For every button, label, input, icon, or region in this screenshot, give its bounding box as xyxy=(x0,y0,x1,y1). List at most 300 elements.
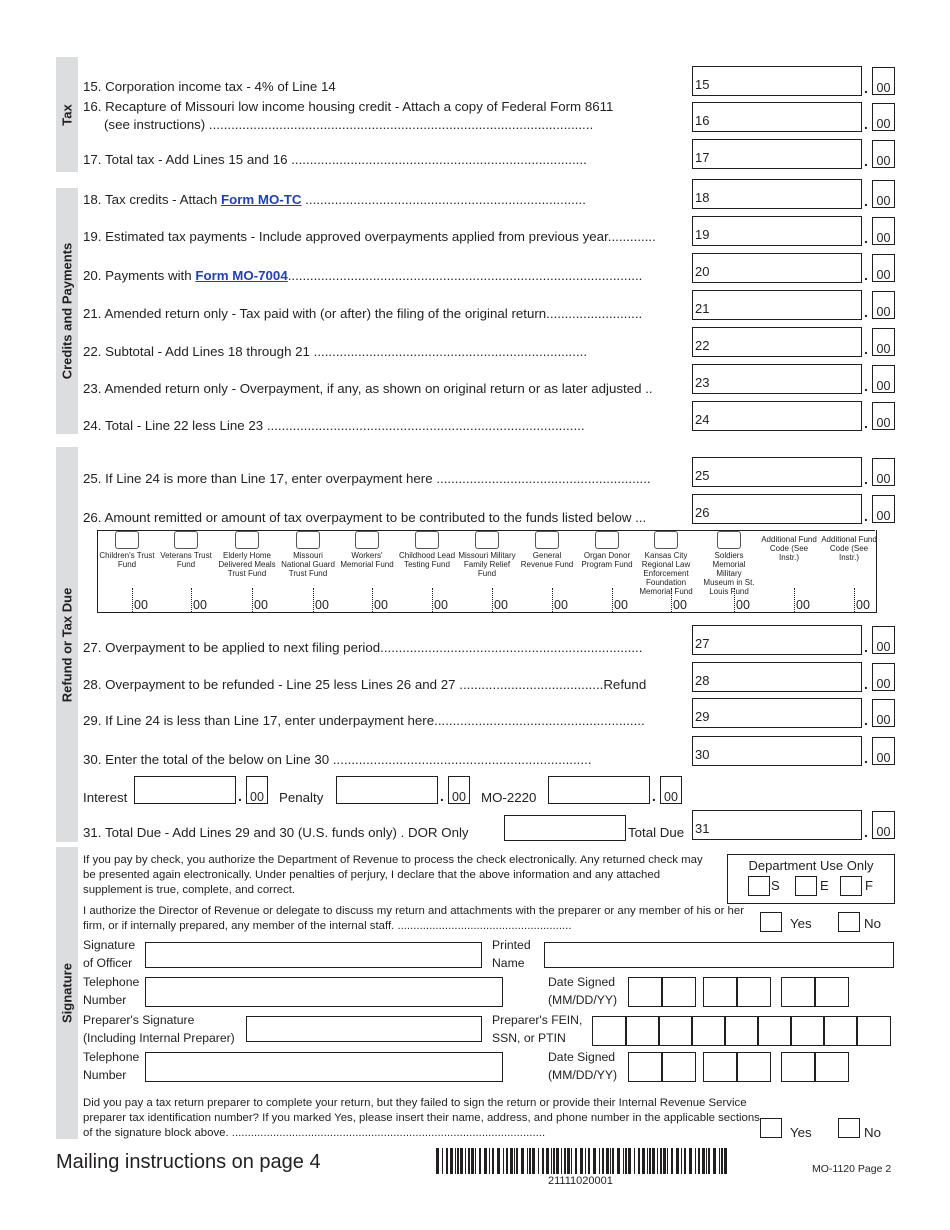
barcode-bar xyxy=(457,1148,459,1174)
fund-cents: 00 xyxy=(796,598,810,612)
barcode-bar xyxy=(713,1148,716,1174)
fund-amount-field[interactable] xyxy=(372,588,373,612)
fund-column xyxy=(398,531,456,569)
cents-field[interactable]: 00 xyxy=(872,811,895,839)
preparer-fein-digit-box[interactable] xyxy=(658,1016,693,1046)
section-signature-label: Signature xyxy=(59,963,75,1023)
preparer-fein-digit-box[interactable] xyxy=(625,1016,660,1046)
fund-cents: 00 xyxy=(736,598,750,612)
preparer-signature-label-1: Preparer's Signature xyxy=(83,1013,195,1027)
fund-cents: 00 xyxy=(554,598,568,612)
amount-field[interactable] xyxy=(692,290,862,320)
fund-name: General Revenue Fund xyxy=(520,551,574,569)
line-26: 26. Amount remitted or amount of tax overpayment to be contributed to the funds listed below ... xyxy=(83,510,647,525)
line-21: 21. Amended return only - Tax paid with (or after) the filing of the original return.......................... xyxy=(83,306,643,321)
decimal-point: . xyxy=(864,639,868,655)
barcode-bar xyxy=(514,1148,515,1174)
preparer-telephone-field[interactable] xyxy=(145,1052,503,1082)
penalty-field[interactable] xyxy=(336,776,438,804)
amount-field[interactable] xyxy=(692,102,862,132)
fund-amount-field[interactable] xyxy=(794,588,795,612)
fund-amount-field[interactable] xyxy=(854,588,855,612)
cents-field[interactable]: 00 xyxy=(872,663,895,691)
barcode-bar xyxy=(708,1148,710,1174)
barcode-bar xyxy=(706,1148,707,1174)
amount-field[interactable] xyxy=(692,139,862,169)
barcode-bar xyxy=(684,1148,686,1174)
form-mo-7004-link[interactable]: Form MO-7004 xyxy=(195,268,288,283)
section-credits-label: Credits and Payments xyxy=(59,242,75,380)
barcode-bar xyxy=(610,1148,611,1174)
preparer-fein-digit-box[interactable] xyxy=(757,1016,792,1046)
barcode-bar xyxy=(642,1148,645,1174)
cents-field[interactable]: 00 xyxy=(872,254,895,282)
line-31: 31. Total Due - Add Lines 29 and 30 (U.S. funds only) . DOR Only xyxy=(83,825,469,840)
preparer-signature-field[interactable] xyxy=(246,1016,482,1042)
cents-field[interactable]: 00 xyxy=(872,626,895,654)
amount-field[interactable] xyxy=(692,327,862,357)
dept-e-label: E xyxy=(820,878,829,893)
amount-field[interactable] xyxy=(692,662,862,692)
preparer-telephone-label-2: Number xyxy=(83,1068,127,1082)
line-18-text: 18. Tax credits - Attach xyxy=(83,192,221,207)
mailing-instructions: Mailing instructions on page 4 xyxy=(56,1151,321,1173)
decimal-point: . xyxy=(864,230,868,246)
barcode-bar xyxy=(606,1148,609,1174)
preparer-no-checkbox[interactable] xyxy=(838,1118,860,1138)
fund-name: Additional Fund Code (See Instr.) xyxy=(821,535,877,562)
fund-amount-field[interactable] xyxy=(671,588,672,612)
fund-name: Missouri National Guard Trust Fund xyxy=(281,551,335,578)
printed-name-label-1: Printed xyxy=(492,938,531,952)
decimal-point: . xyxy=(864,378,868,394)
hands-icon xyxy=(115,531,139,549)
barcode-bar xyxy=(527,1148,528,1174)
barcode-icon xyxy=(436,1148,728,1174)
preparer-fein-digit-box[interactable] xyxy=(592,1016,627,1046)
fund-cents: 00 xyxy=(315,598,329,612)
section-refund-label: Refund or Tax Due xyxy=(59,587,75,702)
barcode-bar xyxy=(612,1148,614,1174)
amount-field[interactable] xyxy=(692,457,862,487)
soldier-icon xyxy=(296,531,320,549)
memorial-icon xyxy=(717,531,741,549)
date-signed-label-1: Date Signed xyxy=(548,975,616,989)
line-number: 31 xyxy=(695,821,710,836)
fund-name: Soldiers Memorial Military Museum in St. Louis Fund xyxy=(703,551,755,596)
fund-cents: 00 xyxy=(494,598,508,612)
barcode-bar xyxy=(580,1148,583,1174)
barcode-bar xyxy=(546,1148,549,1174)
fund-column xyxy=(518,531,576,569)
amount-field[interactable] xyxy=(692,736,862,766)
amount-field[interactable] xyxy=(692,253,862,283)
section-credits xyxy=(56,188,78,434)
barcode-bar xyxy=(503,1148,504,1174)
barcode-bar xyxy=(468,1148,470,1174)
line-16-cont: (see instructions) ........................................................................................................ xyxy=(104,117,594,132)
barcode-bar xyxy=(719,1148,720,1174)
line-number: 28 xyxy=(695,673,710,688)
cents-field[interactable]: 00 xyxy=(872,291,895,319)
dor-only-field[interactable] xyxy=(504,815,626,841)
barcode-bar xyxy=(455,1148,456,1174)
cents-field[interactable]: 00 xyxy=(872,699,895,727)
decimal-point: . xyxy=(864,304,868,320)
preparer-fein-label-1: Preparer's FEIN, xyxy=(492,1013,583,1027)
decimal-point: . xyxy=(864,153,868,169)
fund-cents: 00 xyxy=(193,598,207,612)
barcode-bar xyxy=(657,1148,658,1174)
fund-cents: 00 xyxy=(374,598,388,612)
barcode-bar xyxy=(561,1148,562,1174)
fund-name: Veterans Trust Fund xyxy=(160,551,212,569)
line-number: 16 xyxy=(695,113,710,128)
barcode-bar xyxy=(652,1148,655,1174)
fund-name: Childhood Lead Testing Fund xyxy=(398,551,456,569)
line-number: 24 xyxy=(695,412,710,427)
line-number: 22 xyxy=(695,338,710,353)
preparer-date-signed-label-2: (MM/DD/YY) xyxy=(548,1068,618,1082)
barcode-bar xyxy=(721,1148,723,1174)
barcode-bar xyxy=(542,1148,544,1174)
barcode-bar xyxy=(698,1148,700,1174)
barcode-bar xyxy=(567,1148,570,1174)
barcode-bar xyxy=(617,1148,620,1174)
officer-date-digit-box[interactable] xyxy=(628,977,663,1007)
fund-column xyxy=(700,531,758,596)
amount-field[interactable] xyxy=(692,364,862,394)
authorize-yes-checkbox[interactable] xyxy=(760,912,782,932)
fund-name: Kansas City Regional Law Enforcement Foundation Memorial Fund xyxy=(639,551,693,596)
barcode-bar xyxy=(667,1148,668,1174)
amount-field[interactable] xyxy=(692,216,862,246)
decimal-point: . xyxy=(864,116,868,132)
dept-s-label: S xyxy=(771,878,780,893)
preparer-signature-label-2: (Including Internal Preparer) xyxy=(83,1031,235,1045)
barcode-bar xyxy=(475,1148,476,1174)
line-number: 18 xyxy=(695,190,710,205)
line-16: 16. Recapture of Missouri low income housing credit - Attach a copy of Federal Form 8611 xyxy=(83,99,614,114)
eagle-icon xyxy=(174,531,198,549)
fund-amount-field[interactable] xyxy=(734,588,735,612)
barcode-bar xyxy=(538,1148,539,1174)
line-number: 17 xyxy=(695,150,710,165)
line-number: 21 xyxy=(695,301,710,316)
barcode-bar xyxy=(585,1148,586,1174)
dept-e-box[interactable] xyxy=(795,876,817,896)
mo2220-cents[interactable]: 00 xyxy=(660,776,682,804)
section-tax xyxy=(56,57,78,172)
line-18 xyxy=(83,192,586,207)
interest-label: Interest xyxy=(83,790,128,805)
interest-cents[interactable]: 00 xyxy=(246,776,268,804)
barcode-bar xyxy=(465,1148,466,1174)
barcode-bar xyxy=(660,1148,662,1174)
dept-f-label: F xyxy=(865,878,873,893)
penalty-label: Penalty xyxy=(279,790,324,805)
cents-field[interactable]: 00 xyxy=(872,103,895,131)
barcode-bar xyxy=(649,1148,651,1174)
barcode-bar xyxy=(634,1148,635,1174)
preparer-date-digit-box[interactable] xyxy=(703,1052,738,1082)
signature-officer-label-2: of Officer xyxy=(83,956,133,970)
decimal-point: . xyxy=(864,80,868,96)
line-18-dots: ............................................................................ xyxy=(301,192,586,207)
barcode-bar xyxy=(556,1148,559,1174)
line-number: 30 xyxy=(695,747,710,762)
barcode-bar xyxy=(676,1148,679,1174)
preparer-no-label: No xyxy=(864,1125,881,1140)
line-number: 20 xyxy=(695,264,710,279)
decimal-point: . xyxy=(864,508,868,524)
barcode-number: 21111020001 xyxy=(548,1175,613,1187)
section-refund xyxy=(56,447,78,842)
fund-column xyxy=(157,531,215,569)
preparer-fein-label-2: SSN, or PTIN xyxy=(492,1031,566,1045)
fund-name: Additional Fund Code (See Instr.) xyxy=(761,535,817,562)
penalty-cents[interactable]: 00 xyxy=(448,776,470,804)
decimal-point: . xyxy=(864,415,868,431)
amount-field[interactable] xyxy=(692,810,862,840)
mo2220-label: MO-2220 xyxy=(481,790,537,805)
preparer-yes-label: Yes xyxy=(790,1125,812,1140)
barcode-bar xyxy=(628,1148,631,1174)
line-22: 22. Subtotal - Add Lines 18 through 21 .......................................................................... xyxy=(83,344,588,359)
line-29: 29. If Line 24 is less than Line 17, enter underpayment here......................................................... xyxy=(83,713,645,728)
decimal-point: . xyxy=(864,712,868,728)
barcode-bar xyxy=(442,1148,443,1174)
fund-amount-field[interactable] xyxy=(612,588,613,612)
printed-name-label-2: Name xyxy=(492,956,525,970)
fund-amount-field[interactable] xyxy=(132,588,133,612)
barcode-bar xyxy=(599,1148,600,1174)
preparer-date-digit-box[interactable] xyxy=(628,1052,663,1082)
line-27: 27. Overpayment to be applied to next filing period....................................................................... xyxy=(83,640,643,655)
barcode-bar xyxy=(510,1148,513,1174)
barcode-bar xyxy=(575,1148,577,1174)
preparer-date-digit-box[interactable] xyxy=(814,1052,849,1082)
barcode-bar xyxy=(516,1148,518,1174)
preparer-fein-digit-box[interactable] xyxy=(856,1016,891,1046)
fund-name: Elderly Home Delivered Meals Trust Fund xyxy=(218,551,276,578)
fund-column xyxy=(820,535,878,562)
barcode-bar xyxy=(551,1148,552,1174)
cents-field[interactable]: 00 xyxy=(872,180,895,208)
fund-column xyxy=(98,531,156,569)
barcode-bar xyxy=(663,1148,666,1174)
section-signature xyxy=(56,847,78,1139)
line-number: 23 xyxy=(695,375,710,390)
barcode-bar xyxy=(532,1148,535,1174)
line-15: 15. Corporation income tax - 4% of Line 14 xyxy=(83,79,336,94)
fund-amount-field[interactable] xyxy=(313,588,314,612)
barcode-bar xyxy=(484,1148,487,1174)
line-25: 25. If Line 24 is more than Line 17, enter overpayment here .......................................................... xyxy=(83,471,651,486)
fund-name: Workers' Memorial Fund xyxy=(340,551,394,569)
fund-amount-field[interactable] xyxy=(492,588,493,612)
barcode-bar xyxy=(588,1148,590,1174)
tag-icon xyxy=(475,531,499,549)
preparer-fein-digit-box[interactable] xyxy=(823,1016,858,1046)
signature-officer-field[interactable] xyxy=(145,942,482,968)
cents-field[interactable]: 00 xyxy=(872,217,895,245)
amount-field[interactable] xyxy=(692,494,862,524)
barcode-bar xyxy=(506,1148,508,1174)
barcode-bar xyxy=(681,1148,682,1174)
decimal-point: . xyxy=(864,193,868,209)
line-23: 23. Amended return only - Overpayment, if any, as shown on original return or as later adjusted .. xyxy=(83,381,653,396)
amount-field[interactable] xyxy=(692,698,862,728)
total-due-label: Total Due xyxy=(628,825,685,840)
decimal-point: . xyxy=(864,341,868,357)
line-30: 30. Enter the total of the below on Line 30 ...................................................................... xyxy=(83,752,592,767)
fund-amount-field[interactable] xyxy=(432,588,433,612)
fund-column xyxy=(218,531,276,578)
line-19: 19. Estimated tax payments - Include approved overpayments applied from previous year............. xyxy=(83,229,656,244)
barcode-bar xyxy=(446,1148,448,1174)
fund-cents: 00 xyxy=(673,598,687,612)
barcode-bar xyxy=(460,1148,463,1174)
cents-field[interactable]: 00 xyxy=(872,402,895,430)
officer-date-digit-box[interactable] xyxy=(814,977,849,1007)
barcode-bar xyxy=(671,1148,673,1174)
fund-amount-field[interactable] xyxy=(191,588,192,612)
decimal-point: . xyxy=(864,676,868,692)
fund-amount-field[interactable] xyxy=(252,588,253,612)
fund-name: Organ Donor Program Fund xyxy=(581,551,633,569)
badge-icon xyxy=(654,531,678,549)
telephone-label-1: Telephone xyxy=(83,975,140,989)
decimal-point: . xyxy=(864,471,868,487)
line-24: 24. Total - Line 22 less Line 23 ...................................................................................... xyxy=(83,418,585,433)
mo2220-dot: . xyxy=(652,788,656,804)
barcode-bar xyxy=(623,1148,624,1174)
penalty-dot: . xyxy=(440,788,444,804)
form-mo-tc-link[interactable]: Form MO-TC xyxy=(220,192,302,207)
preparer-date-digit-box[interactable] xyxy=(781,1052,816,1082)
barcode-bar xyxy=(625,1148,627,1174)
barcode-bar xyxy=(450,1148,453,1174)
meal-icon xyxy=(235,531,259,549)
cents-field[interactable]: 00 xyxy=(872,737,895,765)
line-number: 27 xyxy=(695,636,710,651)
fund-column xyxy=(338,531,396,569)
fund-cents: 00 xyxy=(614,598,628,612)
section-tax-label: Tax xyxy=(59,103,75,126)
officer-date-digit-box[interactable] xyxy=(781,977,816,1007)
cents-field[interactable]: 00 xyxy=(872,328,895,356)
officer-date-digit-box[interactable] xyxy=(703,977,738,1007)
department-use-label: Department Use Only xyxy=(748,858,874,873)
signature-officer-label-1: Signature xyxy=(83,938,136,952)
barcode-bar xyxy=(521,1148,524,1174)
barcode-bar xyxy=(593,1148,596,1174)
printed-name-field[interactable] xyxy=(544,942,894,968)
line-28: 28. Overpayment to be refunded - Line 25 less Lines 26 and 27 .......................................Refund xyxy=(83,677,647,692)
barcode-bar xyxy=(492,1148,494,1174)
line-20-text: 20. Payments with xyxy=(83,268,196,283)
dept-s-box[interactable] xyxy=(748,876,770,896)
fund-column xyxy=(760,535,818,562)
amount-field[interactable] xyxy=(692,625,862,655)
line-number: 19 xyxy=(695,227,710,242)
mo2220-field[interactable] xyxy=(548,776,650,804)
cents-field[interactable]: 00 xyxy=(872,495,895,523)
preparer-date-signed-label-1: Date Signed xyxy=(548,1050,616,1064)
barcode-bar xyxy=(479,1148,481,1174)
barcode-bar xyxy=(497,1148,500,1174)
barcode-bar xyxy=(436,1148,439,1174)
missouri-map-icon xyxy=(535,531,559,549)
cents-field[interactable]: 00 xyxy=(872,458,895,486)
preparer-yes-checkbox[interactable] xyxy=(760,1118,782,1138)
donate-life-icon xyxy=(595,531,619,549)
fund-name: Children's Trust Fund xyxy=(99,551,155,569)
preparer-fein-digit-box[interactable] xyxy=(691,1016,726,1046)
barcode-bar xyxy=(529,1148,531,1174)
line-20 xyxy=(83,268,642,283)
workers-icon xyxy=(355,531,379,549)
officer-date-digit-box[interactable] xyxy=(661,977,696,1007)
fund-column xyxy=(637,531,695,596)
line-17: 17. Total tax - Add Lines 15 and 16 ................................................................................ xyxy=(83,152,587,167)
barcode-bar xyxy=(564,1148,566,1174)
amount-field[interactable] xyxy=(692,66,862,96)
barcode-bar xyxy=(489,1148,490,1174)
barcode-bar xyxy=(689,1148,692,1174)
barcode-bar xyxy=(695,1148,696,1174)
authorize-no-label: No xyxy=(864,916,881,931)
decimal-point: . xyxy=(864,267,868,283)
line-number: 15 xyxy=(695,77,710,92)
interest-dot: . xyxy=(238,788,242,804)
barcode-bar xyxy=(471,1148,474,1174)
check-authorization-text: If you pay by check, you authorize the Department of Revenue to process the check electronically. Any returned check may be presented again electronically. Under penalties of perjury, I declare that the above information and any attached supplement is true, complete, and correct. xyxy=(83,854,703,896)
fund-amount-field[interactable] xyxy=(552,588,553,612)
line-number: 25 xyxy=(695,468,710,483)
page-number: MO-1120 Page 2 xyxy=(812,1163,892,1175)
cents-field[interactable]: 00 xyxy=(872,140,895,168)
line-number: 26 xyxy=(695,505,710,520)
fund-column xyxy=(279,531,337,578)
interest-field[interactable] xyxy=(134,776,236,804)
officer-telephone-field[interactable] xyxy=(145,977,503,1007)
preparer-telephone-label-1: Telephone xyxy=(83,1050,140,1064)
authorize-no-checkbox[interactable] xyxy=(838,912,860,932)
cents-field[interactable]: 00 xyxy=(872,67,895,95)
fund-name: Missouri Military Family Relief Fund xyxy=(458,551,516,578)
cents-field[interactable]: 00 xyxy=(872,365,895,393)
amount-field[interactable] xyxy=(692,401,862,431)
preparer-fein-digit-box[interactable] xyxy=(790,1016,825,1046)
amount-field[interactable] xyxy=(692,179,862,209)
officer-date-digit-box[interactable] xyxy=(736,977,771,1007)
decimal-point: . xyxy=(864,750,868,766)
preparer-question-text: Did you pay a tax return preparer to complete your return, but they failed to sign the return or provide their Internal Revenue Service preparer tax identification number? If you marked Yes, please insert their name, address, and phone number in the applicable sections of the signature block above. ................................................................................................... xyxy=(83,1097,760,1139)
preparer-date-digit-box[interactable] xyxy=(736,1052,771,1082)
date-signed-label-2: (MM/DD/YY) xyxy=(548,993,618,1007)
barcode-bar xyxy=(553,1148,555,1174)
preparer-date-digit-box[interactable] xyxy=(661,1052,696,1082)
barcode-bar xyxy=(647,1148,648,1174)
preparer-fein-digit-box[interactable] xyxy=(724,1016,759,1046)
barcode-bar xyxy=(571,1148,572,1174)
dept-f-box[interactable] xyxy=(840,876,862,896)
authorize-yes-label: Yes xyxy=(790,916,812,931)
fund-column xyxy=(458,531,516,578)
line-number: 29 xyxy=(695,709,710,724)
